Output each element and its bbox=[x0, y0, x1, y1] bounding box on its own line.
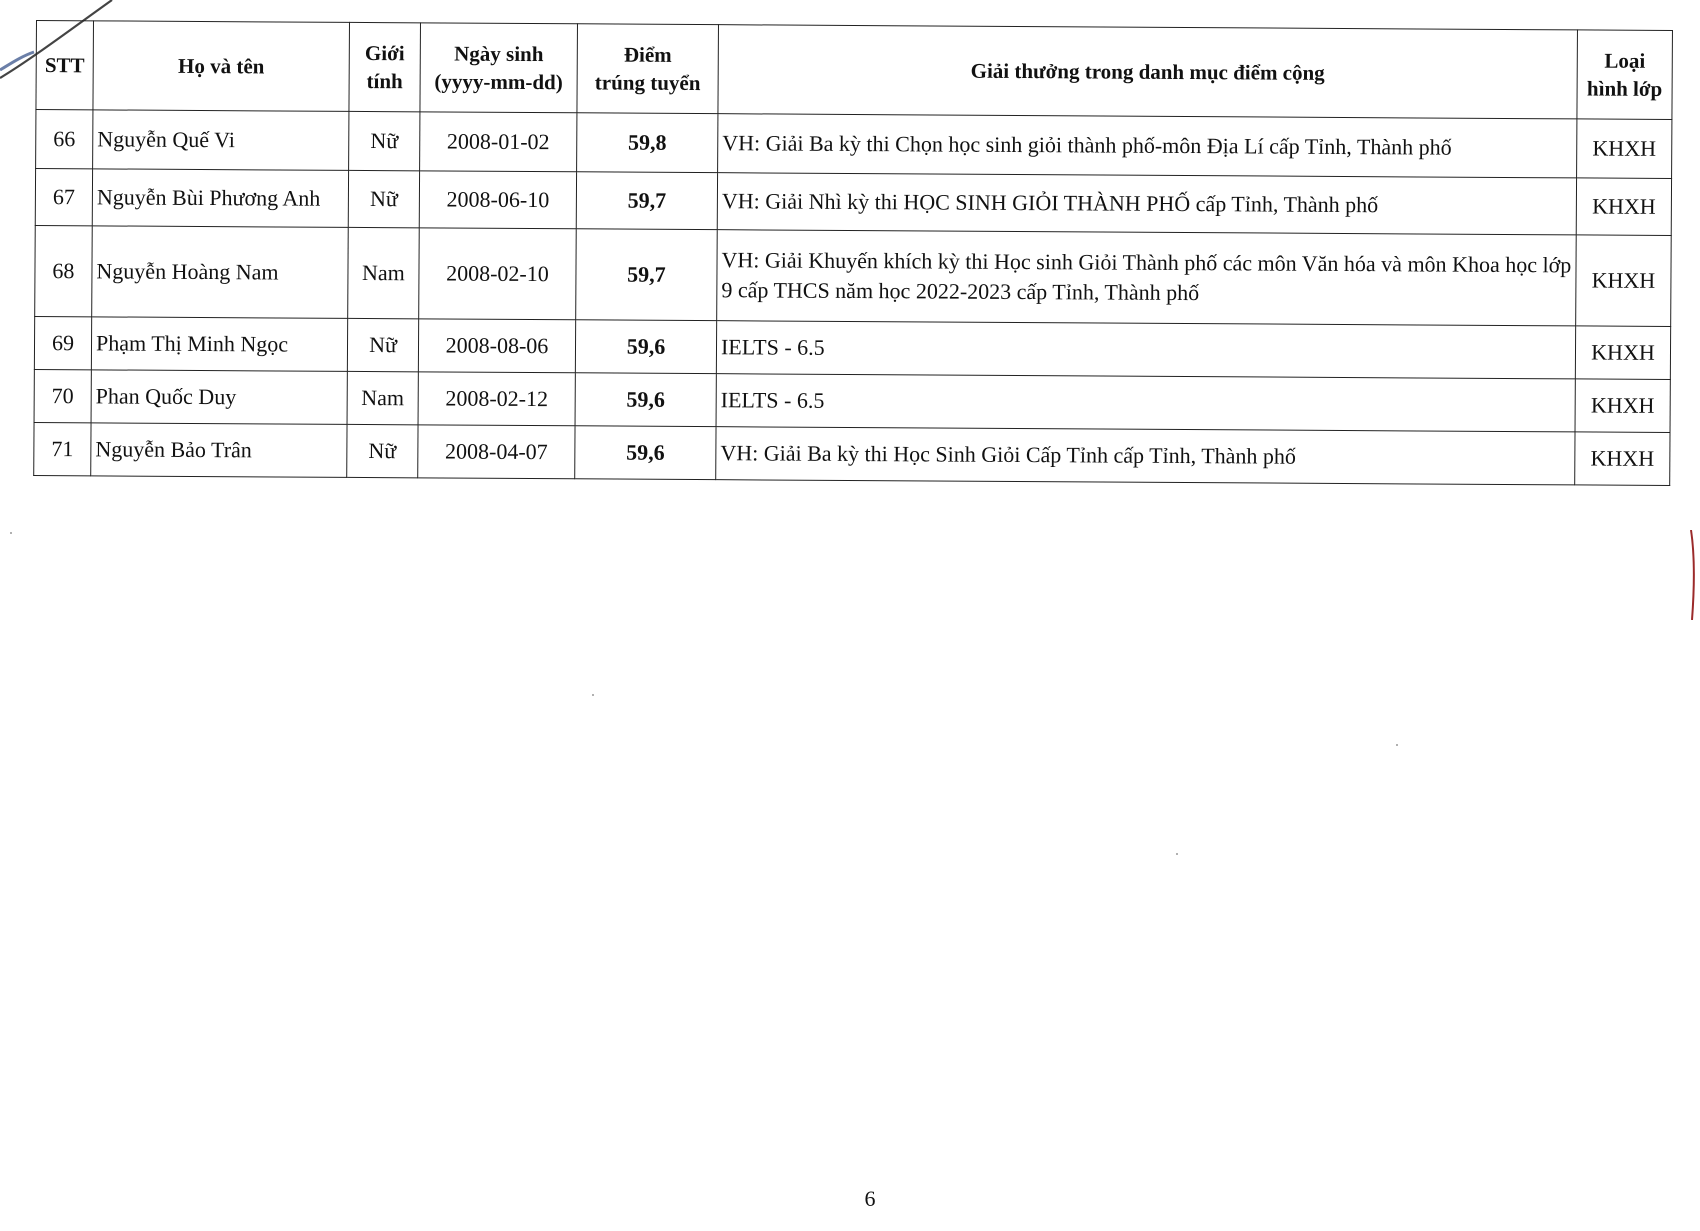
header-row bbox=[36, 21, 1673, 120]
cell-award: VH: Giải Ba kỳ thi Học Sinh Giỏi Cấp Tỉnh cấp Tỉnh, Thành phố bbox=[716, 427, 1575, 485]
table-row bbox=[35, 225, 1672, 326]
results-table-wrapper bbox=[33, 20, 1672, 486]
header-stt bbox=[36, 21, 94, 110]
cell-dob: 2008-08-06 bbox=[418, 319, 575, 373]
header-gender-line2: tính bbox=[366, 69, 403, 94]
cell-gender: Nữ bbox=[347, 424, 418, 477]
page-number: 6 bbox=[864, 1186, 876, 1211]
header-type bbox=[1577, 30, 1673, 120]
header-type-line2: hình lớp bbox=[1586, 76, 1663, 101]
cell-dob: 2008-04-07 bbox=[418, 425, 575, 479]
table-row bbox=[35, 169, 1671, 236]
cell-type: KHXH bbox=[1577, 119, 1672, 179]
scan-speck bbox=[1396, 744, 1398, 746]
cell-name: Nguyễn Hoàng Nam bbox=[92, 226, 349, 319]
cell-name: Nguyễn Bảo Trân bbox=[91, 423, 347, 478]
cell-name: Nguyễn Bùi Phương Anh bbox=[92, 169, 348, 228]
cell-stt: 71 bbox=[34, 422, 91, 475]
cell-score: 59,7 bbox=[576, 172, 717, 230]
cell-type: KHXH bbox=[1576, 235, 1672, 327]
cell-stt: 69 bbox=[34, 316, 91, 369]
cell-score: 59,6 bbox=[575, 426, 716, 480]
cell-name: Phan Quốc Duy bbox=[91, 370, 347, 425]
header-gender bbox=[349, 22, 421, 111]
cell-gender: Nữ bbox=[348, 170, 419, 227]
cell-name: Phạm Thị Minh Ngọc bbox=[91, 317, 347, 372]
cell-award: IELTS - 6.5 bbox=[716, 374, 1575, 432]
cell-type: KHXH bbox=[1575, 432, 1670, 486]
cell-score: 59,8 bbox=[577, 113, 718, 173]
cell-gender: Nam bbox=[348, 227, 420, 318]
cell-gender: Nữ bbox=[349, 111, 420, 170]
header-score-line1: Điểm bbox=[623, 42, 672, 67]
cell-dob: 2008-02-10 bbox=[419, 228, 577, 320]
cell-award: IELTS - 6.5 bbox=[716, 321, 1575, 379]
header-dob-line1: Ngày sinh bbox=[454, 41, 544, 67]
cell-gender: Nữ bbox=[347, 318, 418, 371]
cell-stt: 66 bbox=[36, 110, 93, 169]
scan-speck bbox=[10, 532, 12, 534]
header-gender-line1: Giới bbox=[364, 41, 405, 66]
cell-type: KHXH bbox=[1575, 326, 1670, 380]
cell-award: VH: Giải Ba kỳ thi Chọn học sinh giỏi thành phố-môn Địa Lí cấp Tỉnh, Thành phố bbox=[718, 114, 1577, 178]
header-award-label: Giải thưởng trong danh mục điểm cộng bbox=[970, 58, 1325, 85]
stamp-edge-mark bbox=[1690, 530, 1696, 620]
admission-results-table bbox=[33, 20, 1673, 486]
cell-type: KHXH bbox=[1575, 379, 1670, 433]
cell-stt: 67 bbox=[35, 169, 92, 226]
scan-speck bbox=[1176, 853, 1178, 855]
header-award bbox=[718, 25, 1578, 119]
cell-gender: Nam bbox=[347, 371, 418, 424]
cell-dob: 2008-01-02 bbox=[420, 112, 577, 172]
header-score bbox=[577, 24, 719, 114]
header-score-line2: trúng tuyển bbox=[594, 70, 701, 96]
cell-name: Nguyễn Quế Vi bbox=[93, 110, 349, 171]
cell-score: 59,6 bbox=[575, 373, 716, 427]
cell-type: KHXH bbox=[1576, 178, 1671, 236]
scan-speck bbox=[592, 694, 594, 696]
cell-dob: 2008-06-10 bbox=[419, 171, 576, 229]
header-name-label: Họ và tên bbox=[177, 53, 265, 79]
cell-award: VH: Giải Nhì kỳ thi HỌC SINH GIỎI THÀNH PHỐ cấp Tỉnh, Thành phố bbox=[717, 173, 1576, 235]
table-row bbox=[36, 110, 1672, 179]
cell-score: 59,6 bbox=[575, 320, 716, 374]
cell-award: VH: Giải Khuyến khích kỳ thi Học sinh Giỏi Thành phố các môn Văn hóa và môn Khoa học lớp 9 cấp THCS năm học 2022-2023 cấp Tỉnh, Thành phố bbox=[717, 230, 1577, 326]
cell-stt: 70 bbox=[34, 369, 91, 422]
header-type-line1: Loại bbox=[1604, 48, 1646, 73]
header-dob bbox=[420, 23, 578, 113]
header-stt-label: STT bbox=[44, 53, 85, 78]
cell-dob: 2008-02-12 bbox=[418, 372, 575, 426]
cell-stt: 68 bbox=[35, 225, 93, 316]
table-row bbox=[34, 422, 1670, 485]
header-name bbox=[93, 21, 350, 112]
cell-score: 59,7 bbox=[576, 229, 718, 321]
header-dob-line2: (yyyy-mm-dd) bbox=[434, 69, 563, 95]
